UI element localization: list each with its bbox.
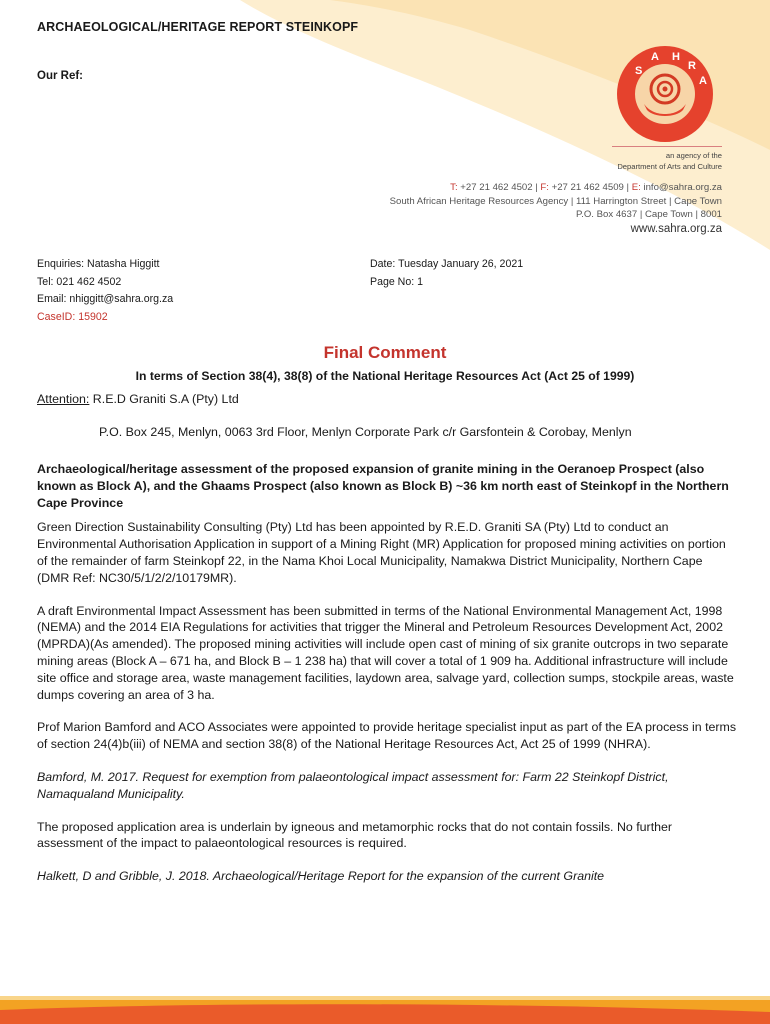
enquiries-tel: Tel: 021 462 4502: [37, 275, 122, 288]
letter-date: Date: Tuesday January 26, 2021: [370, 258, 524, 270]
page-number: Page No: 1: [370, 275, 424, 288]
body-paragraph-2: A draft Environmental Impact Assessment has been submitted in terms of the National Environmental Management Act, 1998 (NEMA) and the 2014 EIA Regulations for activities that trigger the Mineral and Petroleum Resources Development Act, 2002 (MPRDA)(As amended). The proposed mining activities will include open cast of mining of six granite outcrops in two separate mining areas (Block A – 671 ha, and Block B – 1 238 ha) that will cover a total of 1 909 ha. Additional infrastructure will include site office and storage area, waste management facilities, laydown area, salvage yard, collection sumps, stockpile areas, waste dumps covering an area of 3 ha.: [37, 603, 734, 702]
date-block: [370, 256, 523, 291]
sahra-logo-icon: [608, 44, 722, 144]
email-label: E:: [631, 182, 641, 193]
agency-line-1: an agency of the: [665, 151, 722, 160]
body-paragraph-1: Green Direction Sustainability Consulting (Pty) Ltd has been appointed by R.E.D. Graniti SA (Pty) Ltd to conduct an Environmental Authorisation Application in support of a Mining Right (MR) Application for proposed mining activities on portion of the remainder of farm Steinkopf 22, in the Nama Khoi Local Municipality, Namakwa District Municipality, Northern Cape (DMR Ref: NC30/5/1/2/2/10179MR).: [37, 520, 726, 585]
body-paragraph-4: The proposed application area is underlain by igneous and metamorphic rocks that do not contain fossils. No further assessment of the impact to palaeontological resources is required.: [37, 819, 673, 851]
website-link[interactable]: www.sahra.org.za: [630, 222, 722, 235]
svg-text:R: R: [688, 60, 696, 72]
reference-bamford: Bamford, M. 2017. Request for exemption from palaeontological impact assessment for: Farm 22 Steinkopf District, Namaqualand Municipality.: [37, 769, 669, 801]
telephone-value: +27 21 462 4502 |: [457, 182, 541, 193]
attention-line: [37, 392, 239, 406]
fax-value: +27 21 462 4509 |: [548, 182, 632, 193]
attention-recipient: R.E.D Graniti S.A (Pty) Ltd: [89, 392, 239, 406]
fax-label: F:: [540, 182, 549, 193]
enquiries-email: Email: nhiggitt@sahra.org.za: [37, 293, 174, 305]
agency-line-2: Department of Arts and Culture: [617, 162, 722, 171]
reference-halkett: Halkett, D and Gribble, J. 2018. Archaeological/Heritage Report for the expansion of the current Granite: [37, 869, 605, 884]
footer-band: [0, 996, 770, 1024]
telephone-label: T:: [450, 182, 458, 193]
attention-label: Attention:: [37, 392, 90, 406]
report-title: ARCHAEOLOGICAL/HERITAGE REPORT STEINKOPF: [37, 20, 359, 34]
svg-text:A: A: [651, 51, 659, 63]
case-id: CaseID: 15902: [37, 310, 108, 323]
email-value: info@sahra.org.za: [640, 182, 722, 193]
letter-body: [37, 461, 737, 901]
contact-block: [390, 181, 722, 236]
our-ref-label: Our Ref:: [37, 70, 83, 82]
agency-block: [617, 150, 722, 172]
legislation-subtitle: In terms of Section 38(4), 38(8) of the National Heritage Resources Act (Act 25 of 1999): [135, 369, 635, 383]
enquiries-name: Enquiries: Natasha Higgitt: [37, 258, 160, 270]
svg-text:S: S: [635, 65, 643, 77]
agency-divider: [612, 146, 722, 147]
contact-phone-line: [390, 181, 722, 195]
svg-text:A: A: [699, 75, 707, 87]
recipient-address: P.O. Box 245, Menlyn, 0063 3rd Floor, Menlyn Corporate Park c/r Garsfontein & Corobay, Menlyn: [99, 425, 632, 439]
project-heading: Archaeological/heritage assessment of the proposed expansion of granite mining in the Oeranoep Prospect (also known as Block A), and the Ghaams Prospect (also known as Block B) ~36 km north east of Steinkopf in the Northern Cape Province: [37, 462, 729, 510]
final-comment-title: Final Comment: [323, 343, 447, 362]
body-paragraph-3: Prof Marion Bamford and ACO Associates were appointed to provide heritage specialist input as part of the EA process in terms of section 24(4)b(iii) of NEMA and section 38(8) of the National Heritage Resources Act, Act 25 of 1999 (NHRA).: [37, 720, 737, 752]
contact-po-line: P.O. Box 4637 | Cape Town | 8001: [576, 209, 722, 220]
svg-text:H: H: [672, 51, 680, 63]
contact-address-line: South African Heritage Resources Agency | 111 Harrington Street | Cape Town: [389, 195, 722, 207]
enquiries-block: [37, 256, 173, 326]
